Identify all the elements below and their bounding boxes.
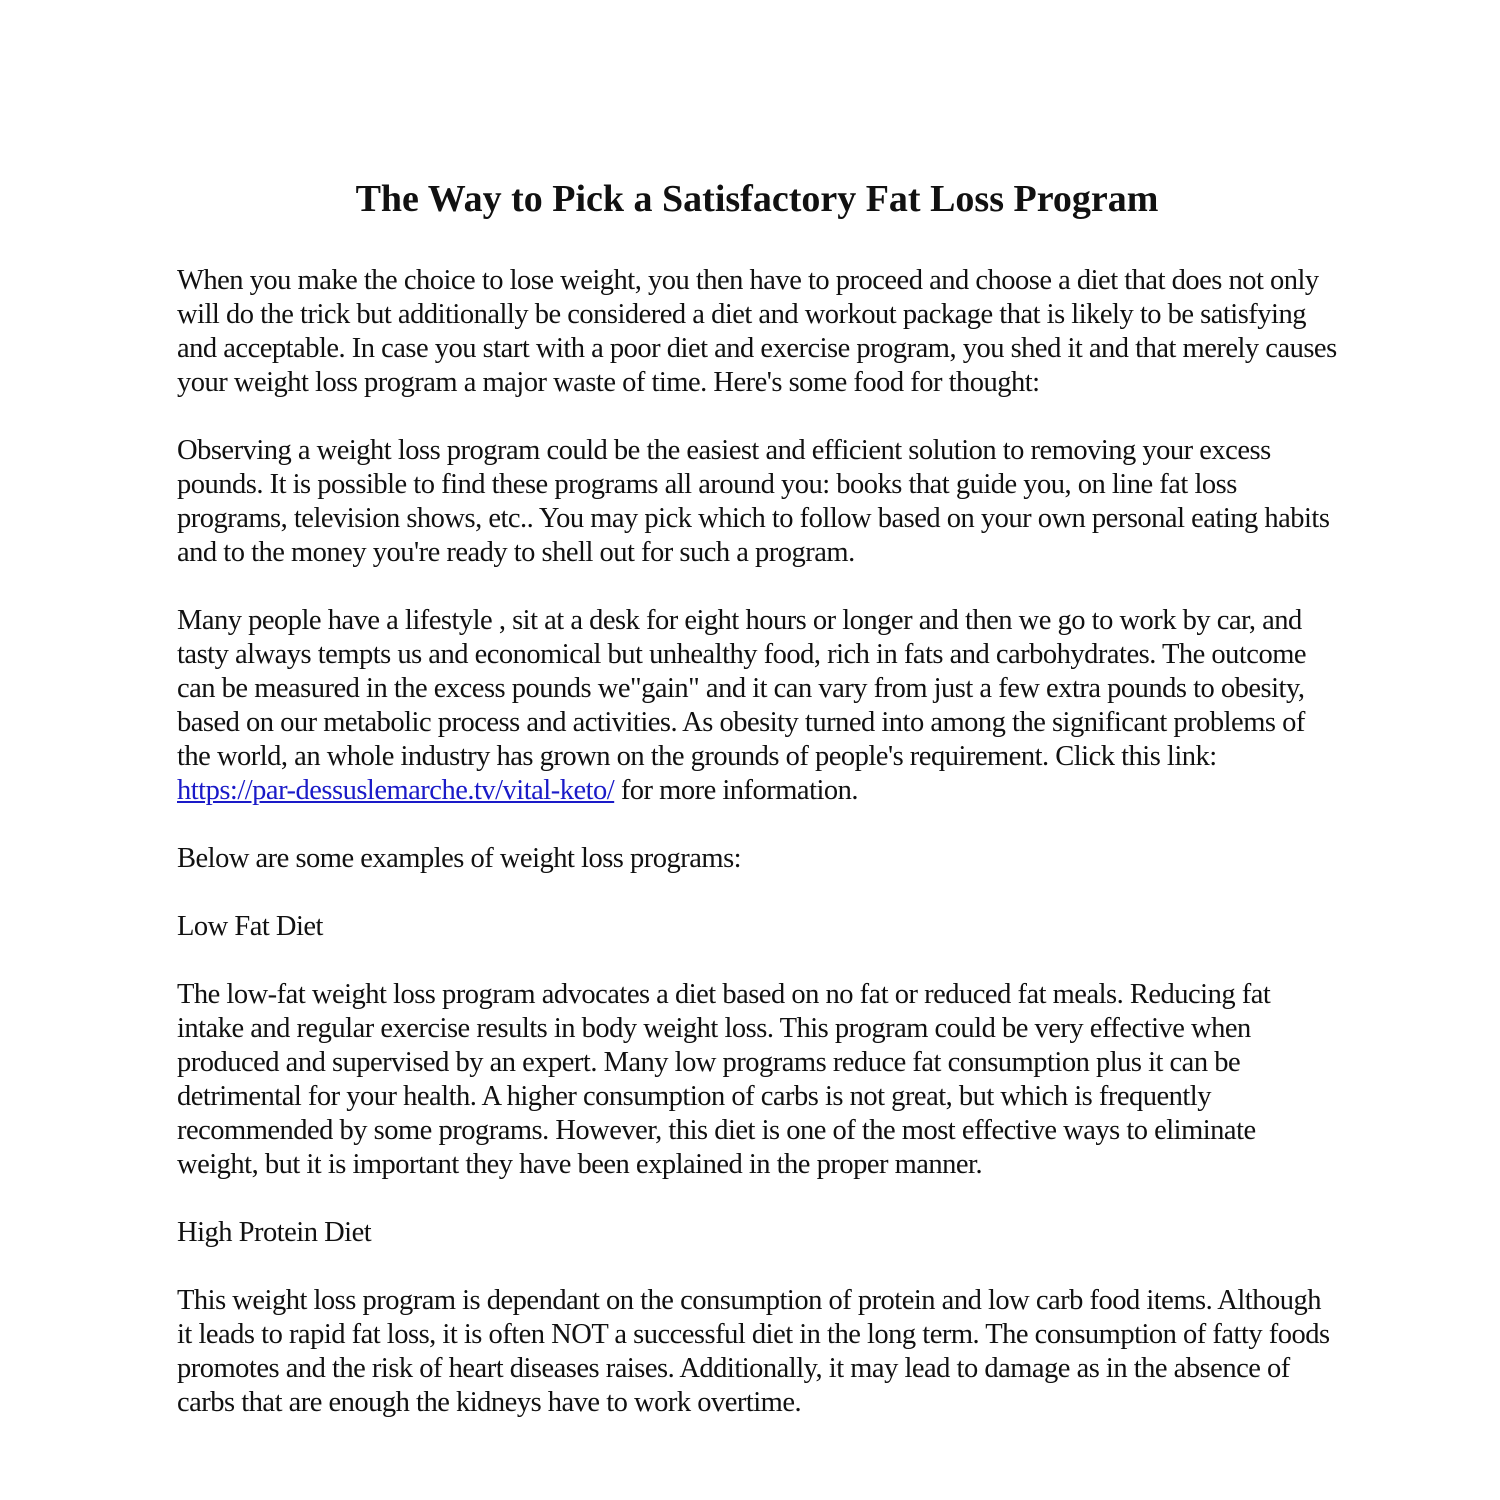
paragraph-high-protein: This weight loss program is dependant on the consumption of protein and low carb food items. Although it leads to rapid fat loss, it is often NOT a successful diet in the long term. The consumption of fatty foods promotes and the risk of heart diseases raises. Additionally, it may lead to damage as in the absence of carbs that are enough the kidneys have to work overtime.	[177, 1285, 1330, 1418]
section-heading-low-fat: Low Fat Diet	[177, 911, 323, 942]
paragraph-low-fat: The low-fat weight loss program advocates a diet based on no fat or reduced fat meals. Reducing fat intake and regular exercise results in body weight loss. This program could be very effective when produced and supervised by an expert. Many low programs reduce fat consumption plus it can be detrimental for your health. A higher consumption of carbs is not great, but which is frequently recommended by some programs. However, this diet is one of the most effective ways to eliminate weight, but it is important they have been explained in the proper manner.	[177, 979, 1271, 1180]
paragraph-lifestyle-text: Many people have a lifestyle , sit at a desk for eight hours or longer and then we go to work by car, and tasty always tempts us and economical but unhealthy food, rich in fats and carbohydrates. The outcome can be measured in the excess pounds we"gain" and it can vary from just a few extra pounds to obesity, based on our metabolic process and activities. As obesity turned into among the significant problems of the world, an whole industry has grown on the grounds of people's requirement. Click this link:	[177, 605, 1307, 772]
paragraph-lifestyle	[177, 604, 1337, 808]
document-title: The Way to Pick a Satisfactory Fat Loss Program	[355, 178, 1159, 220]
paragraph-lifestyle-tail: for more information.	[614, 775, 859, 806]
paragraph-examples: Below are some examples of weight loss programs:	[177, 843, 742, 874]
document-page	[177, 176, 1337, 1454]
vital-keto-link[interactable]: https://par-dessuslemarche.tv/vital-keto/	[177, 775, 615, 806]
paragraph-programs: Observing a weight loss program could be the easiest and efficient solution to removing your excess pounds. It is possible to find these programs all around you: books that guide you, on line fat loss programs, television shows, etc.. You may pick which to follow based on your own personal eating habits and to the money you're ready to shell out for such a program.	[177, 435, 1330, 568]
paragraph-intro: When you make the choice to lose weight, you then have to proceed and choose a diet that does not only will do the trick but additionally be considered a diet and workout package that is likely to be satisfying and acceptable. In case you start with a poor diet and exercise program, you shed it and that merely causes your weight loss program a major waste of time. Here's some food for thought:	[177, 265, 1337, 398]
section-heading-high-protein: High Protein Diet	[177, 1217, 372, 1248]
